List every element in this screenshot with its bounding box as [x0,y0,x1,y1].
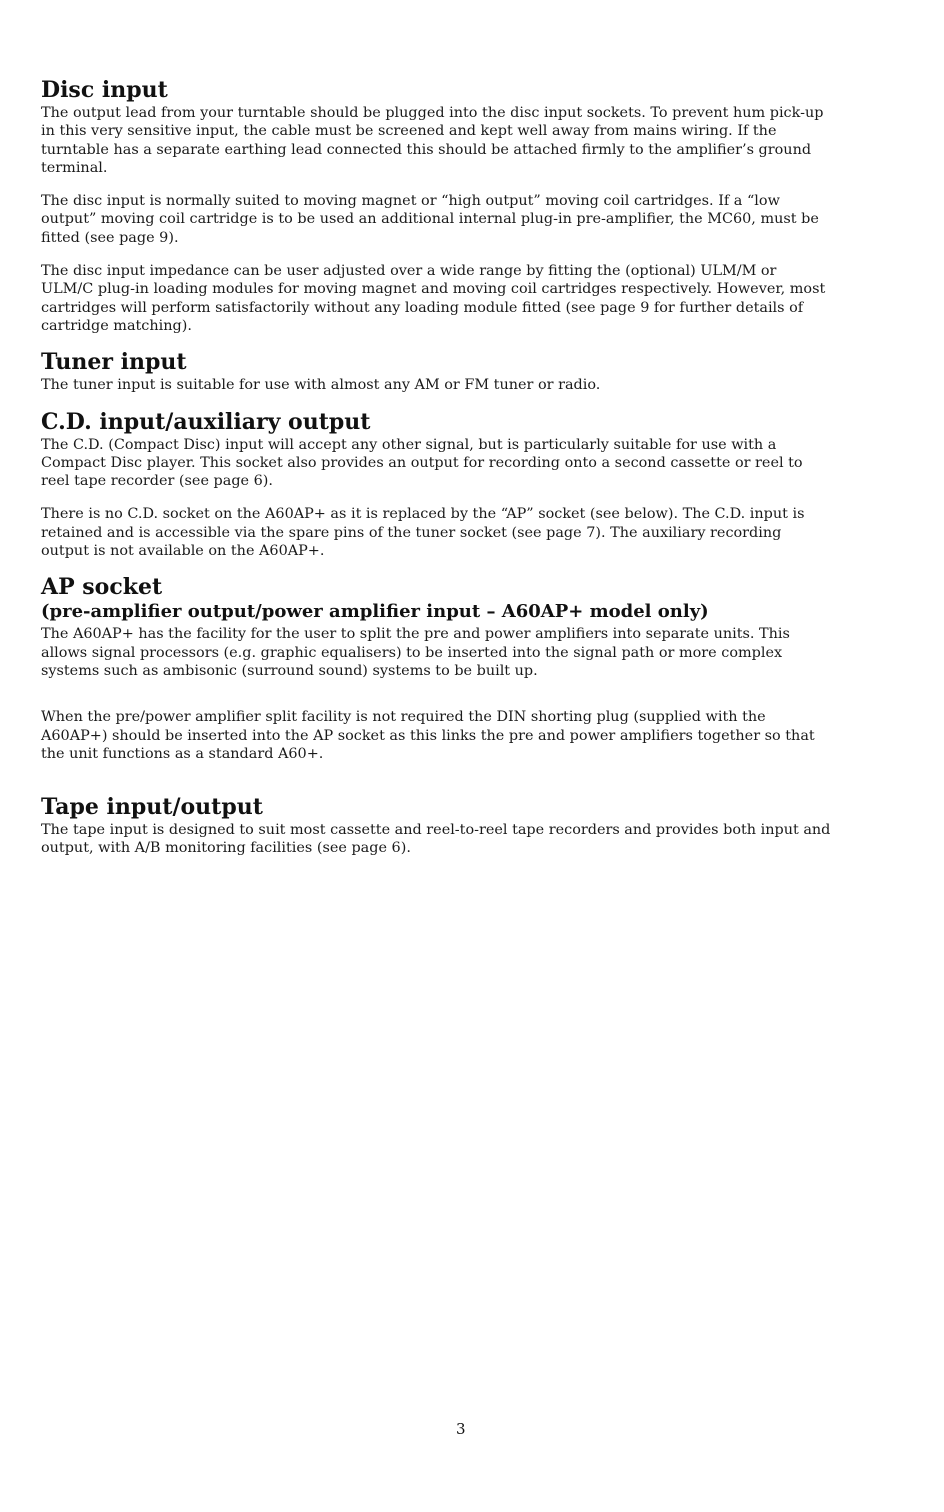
section-heading: C.D. input/auxiliary output [41,408,371,435]
section-disc-input [41,76,831,335]
document-page [41,76,831,858]
section-subheading: (pre-amplifier output/power amplifier input – A60AP+ model only) [41,601,709,623]
paragraph: When the pre/power amplifier split facility is not required the DIN shorting plug (supplied with the A60AP+) should be inserted into the AP socket as this links the pre and power amplifiers together so that the unit functions as a standard A60+. [41,709,815,762]
section-heading: Disc input [41,77,168,103]
section-heading: Tape input/output [41,794,263,821]
section-ap-socket [41,573,831,763]
paragraph: There is no C.D. socket on the A60AP+ as it is replaced by the “AP” socket (see below). The C.D. input is retained and is accessible via the spare pins of the tuner socket (see page 7). The auxiliary recording output is not available on the A60AP+. [41,506,805,560]
paragraph: The tape input is designed to suit most cassette and reel-to-reel tape recorders and provides both input and output, with A/B monitoring facilities (see page 6). [41,822,831,857]
paragraph: The tuner input is suitable for use with almost any AM or FM tuner or radio. [41,377,601,394]
paragraph: The A60AP+ has the facility for the user to split the pre and power amplifiers into separate units. This allows signal processors (e.g. graphic equalisers) to be inserted into the signal path or more complex systems such as ambisonic (surround sound) systems to be built up. [41,626,790,679]
section-heading: AP socket [41,574,163,601]
section-tape-input [41,793,831,858]
paragraph: The output lead from your turntable should be plugged into the disc input sockets. To prevent hum pick-up in this very sensitive input, the cable must be screened and kept well away from mains wiring. If the turntable has a separate earthing lead connected this should be attached firmly to the amplifier’s ground terminal. [41,105,824,176]
page-number: 3 [456,1420,466,1438]
section-cd-input [41,408,831,561]
section-tuner-input [41,348,831,394]
paragraph: The disc input impedance can be user adjusted over a wide range by fitting the (optional) ULM/M or ULM/C plug-in loading modules for moving magnet and moving coil cartridges respectively. However, most cartridges will perform satisfactorily without any loading module fitted (see page 9 for further details of cartridge matching). [41,263,826,334]
section-heading: Tuner input [41,349,187,376]
paragraph: The C.D. (Compact Disc) input will accept any other signal, but is particularly suitable for use with a Compact Disc player. This socket also provides an output for recording onto a second cassette or reel to reel tape recorder (see page 6). [41,436,803,490]
paragraph: The disc input is normally suited to moving magnet or “high output” moving coil cartridges. If a “low output” moving coil cartridge is to be used an additional internal plug-in pre-amplifier, the MC60, must be fitted (see page 9). [41,193,819,246]
